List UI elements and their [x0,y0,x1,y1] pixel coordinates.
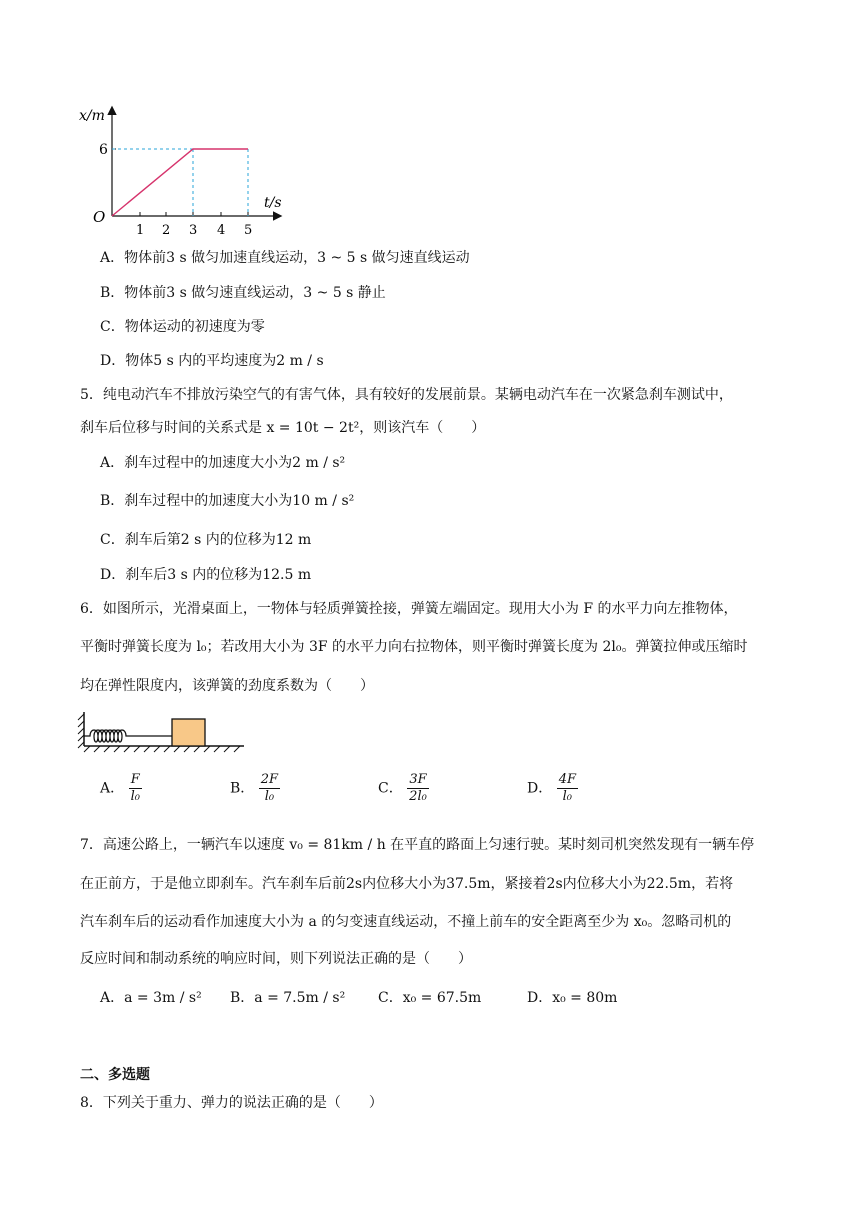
q6-stem-line3: 均在弹性限度内，该弹簧的劲度系数为（ ） [80,678,374,694]
numerator: 3F [407,772,429,789]
q8-stem-line1: 8．下列关于重力、弹力的说法正确的是（ ） [80,1095,383,1111]
block [172,719,205,746]
origin-label: O [93,208,106,226]
q5-stem-line2: 刹车后位移与时间的关系式是 x = 10t − 2t²，则该汽车（ ） [80,420,486,436]
q5-stem-line1: 5．纯电动汽车不排放污染空气的有害气体，具有较好的发展前景。某辆电动汽车在一次紧急刹车测试中， [80,387,733,403]
numerator: 4F [558,772,576,787]
fraction [129,772,142,805]
denominator: 2l₀ [409,789,427,804]
q6-stem-line2: 平衡时弹簧长度为 l₀；若改用大小为 3F 的水平力向右拉物体，则平衡时弹簧长度为 2l₀。弹簧拉伸或压缩时 [80,639,748,655]
q5-option-b: B．刹车过程中的加速度大小为10 m / s² [100,493,355,509]
option-label: C． [378,780,403,797]
x-t-line [112,149,248,216]
q5-option-c: C．刹车后第2 s 内的位移为12 m [100,532,312,548]
q7-stem-line4: 反应时间和制动系统的响应时间，则下列说法正确的是（ ） [80,951,472,967]
q4-option-a: A．物体前3 s 做匀加速直线运动，3 ~ 5 s 做匀速直线运动 [100,250,470,266]
xt-graph [75,100,295,240]
wall-hatching [78,714,84,748]
option-label: D． [527,780,553,797]
q7-option-a: A．a = 3m / s² [100,990,202,1006]
denominator: l₀ [130,789,140,804]
option-label: B． [230,780,255,797]
y-axis-label: x/m [79,108,105,124]
x-tick-label: 3 [189,223,198,238]
q4-option-d: D．物体5 s 内的平均速度为2 m / s [100,353,324,369]
q7-option-c: C．x₀ = 67.5m [378,990,482,1006]
spring-coil [84,730,172,742]
numerator: 2F [260,772,279,787]
denominator: l₀ [264,789,275,804]
q6-option-b [230,772,280,805]
q6-option-c [378,772,429,805]
fraction [557,772,578,805]
section-heading: 二、多选题 [80,1067,150,1083]
x-tick-label: 1 [136,223,145,238]
fraction [407,772,429,805]
q6-option-a [100,772,142,805]
x-axis-label: t/s [264,195,282,211]
x-tick-label: 2 [162,223,171,238]
q6-stem-line1: 6．如图所示，光滑桌面上，一物体与轻质弹簧拴接，弹簧左端固定。现用大小为 F 的水平力向左推物体， [80,601,738,617]
x-tick-label: 4 [217,223,226,238]
q7-option-b: B．a = 7.5m / s² [230,990,346,1006]
q4-option-c: C．物体运动的初速度为零 [100,319,265,335]
floor-hatching [84,746,240,752]
numerator: F [129,772,142,789]
x-tick-label: 5 [244,223,253,238]
q7-stem-line3: 汽车刹车后的运动看作加速度大小为 a 的匀变速直线运动，不撞上前车的安全距离至少为 x₀。忽略司机的 [80,914,732,930]
denominator: l₀ [562,789,573,804]
x-tick-marks [140,212,248,216]
y-tick-label: 6 [99,142,108,158]
q4-option-b: B．物体前3 s 做匀速直线运动，3 ~ 5 s 静止 [100,285,386,301]
spring-diagram [76,708,246,758]
q5-option-a: A．刹车过程中的加速度大小为2 m / s² [100,455,346,471]
q7-stem-line2: 在正前方，于是他立即刹车。汽车刹车后前2s内位移大小为37.5m，紧接着2s内位移大小为22.5m，若将 [80,876,734,892]
q7-stem-line1: 7．高速公路上，一辆汽车以速度 v₀ = 81km / h 在平直的路面上匀速行驶。某时刻司机突然发现有一辆车停 [80,837,755,853]
q7-option-d: D．x₀ = 80m [527,990,618,1006]
q5-option-d: D．刹车后3 s 内的位移为12.5 m [100,567,312,583]
fraction [259,772,280,805]
option-label: A． [100,780,125,797]
q6-option-d [527,772,578,805]
